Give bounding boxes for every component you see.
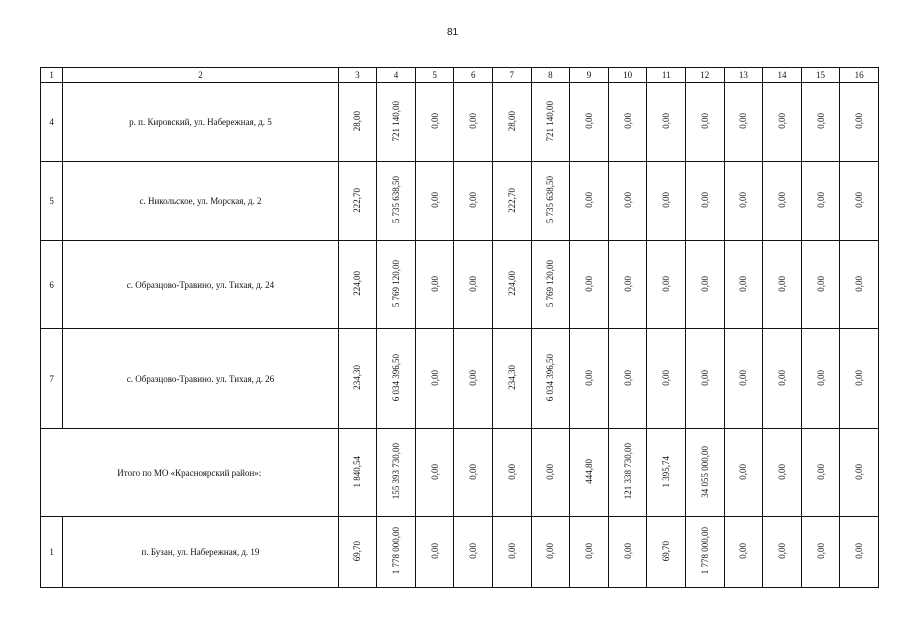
value-cell: 0,00 [492, 517, 531, 588]
value-cell: 0,00 [454, 329, 493, 429]
value-cell: 0,00 [647, 329, 686, 429]
value-cell: 0,00 [724, 83, 763, 162]
value-cell: 721 140,00 [531, 83, 570, 162]
total-row [41, 429, 879, 517]
value-cell: 0,00 [801, 517, 840, 588]
column-header: 12 [685, 68, 724, 83]
table-row [41, 329, 879, 429]
column-header: 13 [724, 68, 763, 83]
value-cell: 34 055 000,00 [685, 429, 724, 517]
column-header: 9 [570, 68, 609, 83]
value-cell: 28,00 [492, 83, 531, 162]
value-cell: 0,00 [608, 162, 647, 241]
value-cell: 0,00 [801, 241, 840, 329]
value-cell: 0,00 [570, 162, 609, 241]
value-cell: 0,00 [454, 162, 493, 241]
value-cell: 1 778 000,00 [685, 517, 724, 588]
value-cell: 1 840,54 [338, 429, 377, 517]
value-cell: 0,00 [685, 83, 724, 162]
address-cell: с. Образцово-Травино, ул. Тихая, д. 24 [63, 241, 338, 329]
value-cell: 0,00 [454, 241, 493, 329]
column-header: 1 [41, 68, 63, 83]
value-cell: 234,30 [338, 329, 377, 429]
value-cell: 0,00 [685, 329, 724, 429]
value-cell: 0,00 [685, 241, 724, 329]
value-cell: 222,70 [338, 162, 377, 241]
value-cell: 6 034 396,50 [377, 329, 416, 429]
value-cell: 0,00 [724, 162, 763, 241]
value-cell: 0,00 [763, 83, 802, 162]
value-cell: 0,00 [801, 329, 840, 429]
value-cell: 0,00 [415, 162, 454, 241]
value-cell: 224,00 [492, 241, 531, 329]
value-cell: 0,00 [531, 517, 570, 588]
value-cell: 0,00 [840, 517, 879, 588]
value-cell: 0,00 [454, 83, 493, 162]
value-cell: 0,00 [608, 83, 647, 162]
row-number: 6 [41, 241, 63, 329]
value-cell: 121 338 730,00 [608, 429, 647, 517]
column-header: 14 [763, 68, 802, 83]
row-number: 5 [41, 162, 63, 241]
page-number: 81 [446, 27, 459, 38]
row-number: 4 [41, 83, 63, 162]
column-header: 15 [801, 68, 840, 83]
data-table [40, 67, 879, 588]
value-cell: 0,00 [454, 429, 493, 517]
row-number: 7 [41, 329, 63, 429]
value-cell: 0,00 [492, 429, 531, 517]
value-cell: 5 769 120,00 [531, 241, 570, 329]
value-cell: 6 034 396,50 [531, 329, 570, 429]
value-cell: 0,00 [570, 329, 609, 429]
value-cell: 0,00 [801, 83, 840, 162]
value-cell: 69,70 [338, 517, 377, 588]
table-row [41, 517, 879, 588]
value-cell: 0,00 [570, 517, 609, 588]
value-cell: 0,00 [415, 241, 454, 329]
value-cell: 721 140,00 [377, 83, 416, 162]
column-header: 2 [63, 68, 338, 83]
address-cell: п. Бузан, ул. Набережная, д. 19 [63, 517, 338, 588]
total-label: Итого по МО «Красноярский район»: [41, 429, 339, 517]
value-cell: 1 778 000,00 [377, 517, 416, 588]
row-number: 1 [41, 517, 63, 588]
value-cell: 0,00 [570, 241, 609, 329]
value-cell: 0,00 [724, 241, 763, 329]
value-cell: 0,00 [801, 162, 840, 241]
address-cell: р. п. Кировский, ул. Набережная, д. 5 [63, 83, 338, 162]
value-cell: 0,00 [608, 329, 647, 429]
value-cell: 155 393 730,00 [377, 429, 416, 517]
value-cell: 5 769 120,00 [377, 241, 416, 329]
value-cell: 0,00 [763, 162, 802, 241]
value-cell: 0,00 [840, 83, 879, 162]
value-cell: 444,80 [570, 429, 609, 517]
value-cell: 0,00 [608, 241, 647, 329]
value-cell: 0,00 [763, 329, 802, 429]
value-cell: 0,00 [570, 83, 609, 162]
value-cell: 0,00 [724, 429, 763, 517]
value-cell: 69,70 [647, 517, 686, 588]
value-cell: 0,00 [647, 83, 686, 162]
value-cell: 0,00 [647, 241, 686, 329]
value-cell: 0,00 [840, 241, 879, 329]
value-cell: 234,30 [492, 329, 531, 429]
header-row [41, 68, 879, 83]
value-cell: 0,00 [415, 517, 454, 588]
value-cell: 0,00 [531, 429, 570, 517]
column-header: 7 [492, 68, 531, 83]
column-header: 11 [647, 68, 686, 83]
value-cell: 0,00 [415, 429, 454, 517]
value-cell: 0,00 [608, 517, 647, 588]
value-cell: 0,00 [763, 429, 802, 517]
value-cell: 224,00 [338, 241, 377, 329]
value-cell: 0,00 [840, 329, 879, 429]
value-cell: 5 735 638,50 [377, 162, 416, 241]
value-cell: 0,00 [763, 517, 802, 588]
value-cell: 0,00 [840, 162, 879, 241]
column-header: 6 [454, 68, 493, 83]
value-cell: 28,00 [338, 83, 377, 162]
address-cell: с. Образцово-Травино. ул. Тихая, д. 26 [63, 329, 338, 429]
value-cell: 0,00 [801, 429, 840, 517]
value-cell: 5 735 638,50 [531, 162, 570, 241]
value-cell: 0,00 [454, 517, 493, 588]
value-cell: 0,00 [415, 329, 454, 429]
table-row [41, 83, 879, 162]
column-header: 4 [377, 68, 416, 83]
value-cell: 1 395,74 [647, 429, 686, 517]
column-header: 8 [531, 68, 570, 83]
value-cell: 0,00 [685, 162, 724, 241]
column-header: 16 [840, 68, 879, 83]
value-cell: 0,00 [724, 517, 763, 588]
column-header: 5 [415, 68, 454, 83]
value-cell: 0,00 [840, 429, 879, 517]
column-header: 3 [338, 68, 377, 83]
address-cell: с. Никольское, ул. Морская, д. 2 [63, 162, 338, 241]
column-header: 10 [608, 68, 647, 83]
value-cell: 0,00 [647, 162, 686, 241]
table-row [41, 241, 879, 329]
table-row [41, 162, 879, 241]
value-cell: 222,70 [492, 162, 531, 241]
value-cell: 0,00 [763, 241, 802, 329]
value-cell: 0,00 [415, 83, 454, 162]
value-cell: 0,00 [724, 329, 763, 429]
